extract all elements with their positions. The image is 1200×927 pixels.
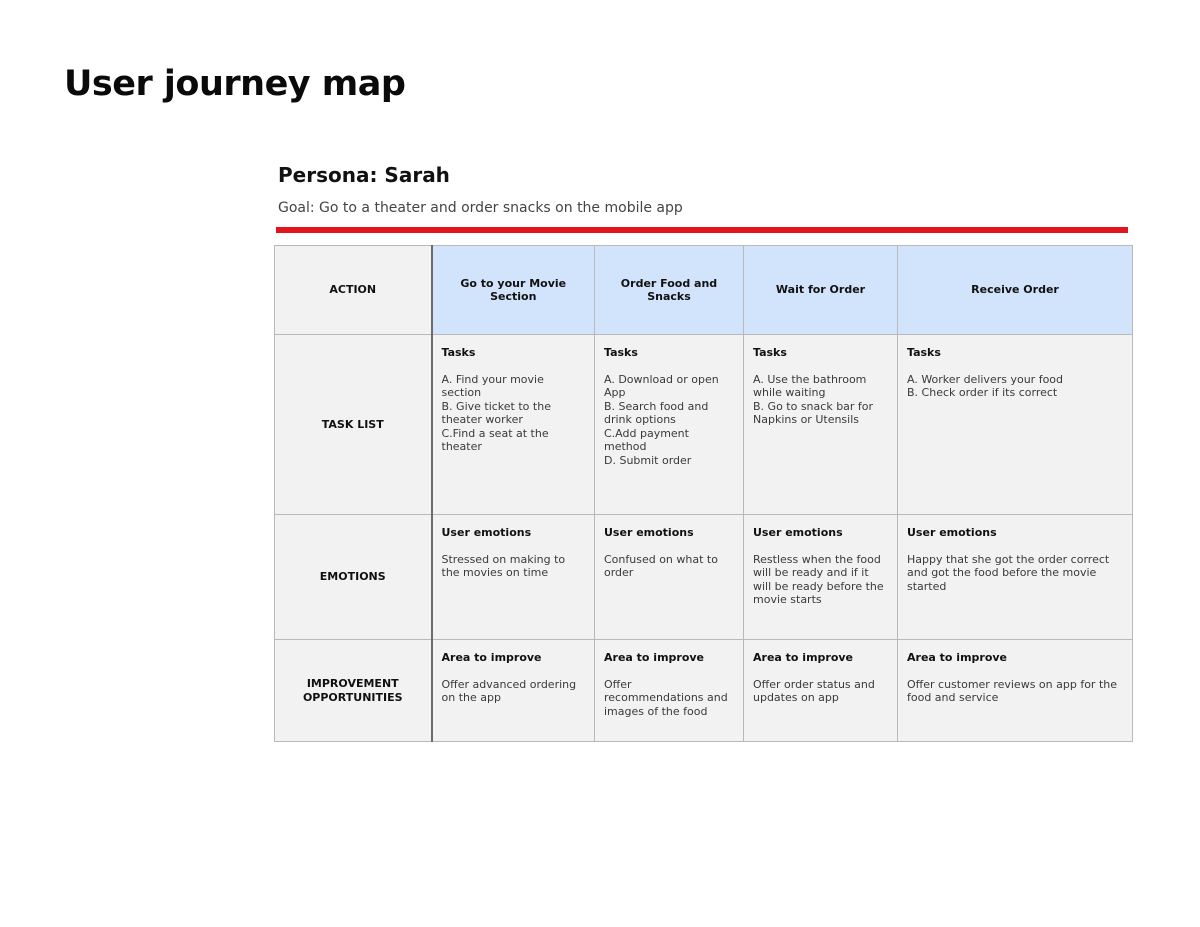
cell-heading: User emotions: [907, 526, 997, 539]
cell-heading: Tasks: [441, 346, 476, 359]
row-label-emotions: EMOTIONS: [275, 515, 432, 640]
cell-body: Happy that she got the order correct and got the food before the movie started: [907, 552, 1110, 593]
cell-body: A. Worker delivers your food B. Check order if its correct: [907, 372, 1064, 399]
cell-heading: User emotions: [604, 526, 694, 539]
journey-cell: [744, 335, 898, 515]
cell-body: Offer advanced ordering on the app: [441, 677, 577, 704]
cell-body: Stressed on making to the movies on time: [441, 552, 566, 579]
page-title: User journey map: [64, 64, 406, 104]
cell-body: Offer order status and updates on app: [753, 677, 875, 704]
stage-header: Wait for Order: [744, 246, 898, 335]
cell-body: A. Find your movie section B. Give ticket to the theater worker C.Find a seat at the theater: [441, 372, 551, 453]
journey-cell: [744, 515, 898, 640]
stage-header: Receive Order: [898, 246, 1133, 335]
cell-heading: Tasks: [753, 346, 787, 359]
journey-cell: [432, 640, 595, 742]
cell-heading: Tasks: [907, 346, 941, 359]
cell-heading: Area to improve: [753, 651, 854, 664]
journey-cell: [432, 335, 595, 515]
task-list-row: [275, 335, 1133, 515]
persona-title: Persona: Sarah: [278, 163, 450, 187]
journey-cell: [595, 640, 744, 742]
stage-header: Order Food and Snacks: [595, 246, 744, 335]
cell-body: Offer recommendations and images of the food: [604, 677, 728, 718]
journey-cell: [595, 515, 744, 640]
cell-body: A. Use the bathroom while waiting B. Go to snack bar for Napkins or Utensils: [753, 372, 874, 426]
journey-cell: [898, 640, 1133, 742]
stage-header-row: [275, 246, 1133, 335]
cell-heading: User emotions: [441, 526, 532, 539]
accent-divider: [276, 227, 1128, 233]
cell-body: Confused on what to order: [604, 552, 718, 579]
row-label-improvement: IMPROVEMENT OPPORTUNITIES: [275, 640, 432, 742]
stage-header: Go to your Movie Section: [432, 246, 595, 335]
improvement-row: [275, 640, 1133, 742]
journey-map-table: [274, 245, 1133, 742]
cell-heading: Area to improve: [441, 651, 542, 664]
cell-heading: Tasks: [604, 346, 638, 359]
cell-body: Offer customer reviews on app for the food and service: [907, 677, 1117, 704]
row-label-action: ACTION: [275, 246, 432, 335]
cell-heading: Area to improve: [907, 651, 1008, 664]
journey-cell: [744, 640, 898, 742]
cell-body: A. Download or open App B. Search food and drink options C.Add payment method D. Submit order: [604, 372, 719, 467]
journey-cell: [898, 335, 1133, 515]
journey-cell: [595, 335, 744, 515]
cell-body: Restless when the food will be ready and if it will be ready before the movie starts: [753, 552, 884, 606]
journey-cell: [898, 515, 1133, 640]
emotions-row: [275, 515, 1133, 640]
journey-cell: [432, 515, 595, 640]
cell-heading: User emotions: [753, 526, 843, 539]
persona-goal: Goal: Go to a theater and order snacks on the mobile app: [278, 200, 683, 216]
row-label-task-list: TASK LIST: [275, 335, 432, 515]
cell-heading: Area to improve: [604, 651, 705, 664]
